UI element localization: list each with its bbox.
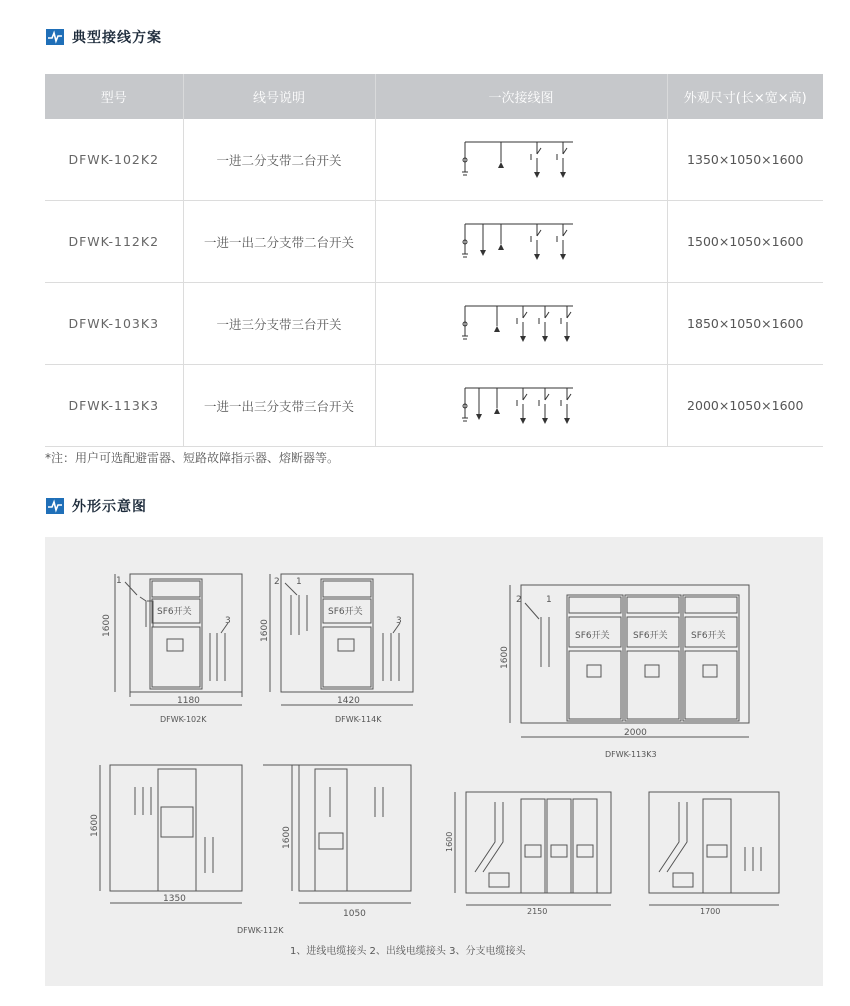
drawing-caption: DFWK-114K — [335, 715, 382, 724]
section-heading-wiring — [46, 27, 162, 47]
cabinet-drawing-114k — [270, 574, 413, 705]
wiring-diagram-cell — [375, 365, 667, 447]
header-wiring-diagram: 一次接线图 — [375, 74, 667, 119]
description-cell: 一进一出三分支带三台开关 — [183, 365, 375, 447]
width-dim-label: 1180 — [177, 696, 200, 706]
wiring-diagram-cell — [375, 119, 667, 201]
table-footnote: *注：用户可选配避雷器、短路故障指示器、熔断器等。 — [45, 451, 340, 465]
waveform-icon — [46, 29, 64, 45]
model-cell: DFWK-102K2 — [45, 119, 183, 201]
outline-drawings — [45, 537, 823, 986]
dimension-cell: 1850×1050×1600 — [667, 283, 823, 365]
height-dim-label: 1600 — [260, 619, 270, 642]
dimension-cell: 1500×1050×1600 — [667, 201, 823, 283]
width-dim-label: 1700 — [700, 907, 721, 916]
model-cell: DFWK-112K2 — [45, 201, 183, 283]
wiring-scheme-table — [45, 74, 823, 447]
height-dim-label: 1600 — [500, 646, 510, 669]
width-dim-label: 1350 — [163, 894, 186, 904]
description-cell: 一进一出二分支带二台开关 — [183, 201, 375, 283]
dimension-cell: 1350×1050×1600 — [667, 119, 823, 201]
callout-number: 3 — [225, 616, 231, 626]
single-line-diagram — [461, 302, 581, 346]
sf6-switch-label: SF6开关 — [328, 607, 363, 617]
sf6-switch-label: SF6开关 — [157, 607, 192, 617]
table-row — [45, 365, 823, 447]
dimension-cell: 2000×1050×1600 — [667, 365, 823, 447]
cabinet-drawing-1350 — [100, 765, 242, 903]
cabinet-drawing-2150 — [455, 792, 611, 905]
section-title: 外形示意图 — [72, 499, 147, 515]
callout-number: 2 — [516, 595, 522, 605]
waveform-icon — [46, 498, 64, 514]
wiring-diagram-cell — [375, 201, 667, 283]
single-line-diagram — [461, 384, 581, 428]
outline-drawings-panel — [45, 537, 823, 986]
height-dim-label: 1600 — [102, 614, 112, 637]
width-dim-label: 2150 — [527, 907, 548, 916]
callout-number: 3 — [396, 616, 402, 626]
table-header-row — [45, 74, 823, 119]
drawing-caption: DFWK-112K — [237, 926, 284, 935]
table-row — [45, 201, 823, 283]
width-dim-label: 1050 — [343, 909, 366, 919]
callout-number: 1 — [116, 576, 122, 586]
width-dim-label: 1420 — [337, 696, 360, 706]
table-row — [45, 283, 823, 365]
drawing-caption: DFWK-102K — [160, 715, 207, 724]
callout-number: 1 — [296, 577, 302, 587]
table-row — [45, 119, 823, 201]
drawing-caption: DFWK-113K3 — [605, 750, 657, 759]
header-dimensions: 外观尺寸(长×宽×高) — [667, 74, 823, 119]
wiring-diagram-cell — [375, 283, 667, 365]
cable-joint-legend: 1、进线电缆接头 2、出线电缆接头 3、分支电缆接头 — [290, 946, 526, 957]
height-dim-label: 1600 — [445, 831, 454, 852]
width-dim-label: 2000 — [624, 728, 647, 738]
description-cell: 一进三分支带三台开关 — [183, 283, 375, 365]
header-model: 型号 — [45, 74, 183, 119]
section-title: 典型接线方案 — [72, 30, 162, 46]
single-line-diagram — [461, 138, 581, 182]
sf6-switch-label: SF6开关 — [575, 631, 610, 641]
sf6-switch-label: SF6开关 — [633, 631, 668, 641]
callout-number: 2 — [274, 577, 280, 587]
cabinet-drawing-102k — [115, 574, 242, 705]
height-dim-label: 1600 — [282, 826, 292, 849]
cabinet-drawing-113k3 — [510, 585, 749, 737]
sf6-switch-label: SF6开关 — [691, 631, 726, 641]
single-line-diagram — [461, 220, 581, 264]
header-description: 线号说明 — [183, 74, 375, 119]
callout-number: 1 — [546, 595, 552, 605]
model-cell: DFWK-113K3 — [45, 365, 183, 447]
cabinet-drawing-1700 — [649, 792, 779, 905]
section-heading-outline — [46, 496, 147, 516]
height-dim-label: 1600 — [90, 814, 100, 837]
model-cell: DFWK-103K3 — [45, 283, 183, 365]
description-cell: 一进二分支带二台开关 — [183, 119, 375, 201]
